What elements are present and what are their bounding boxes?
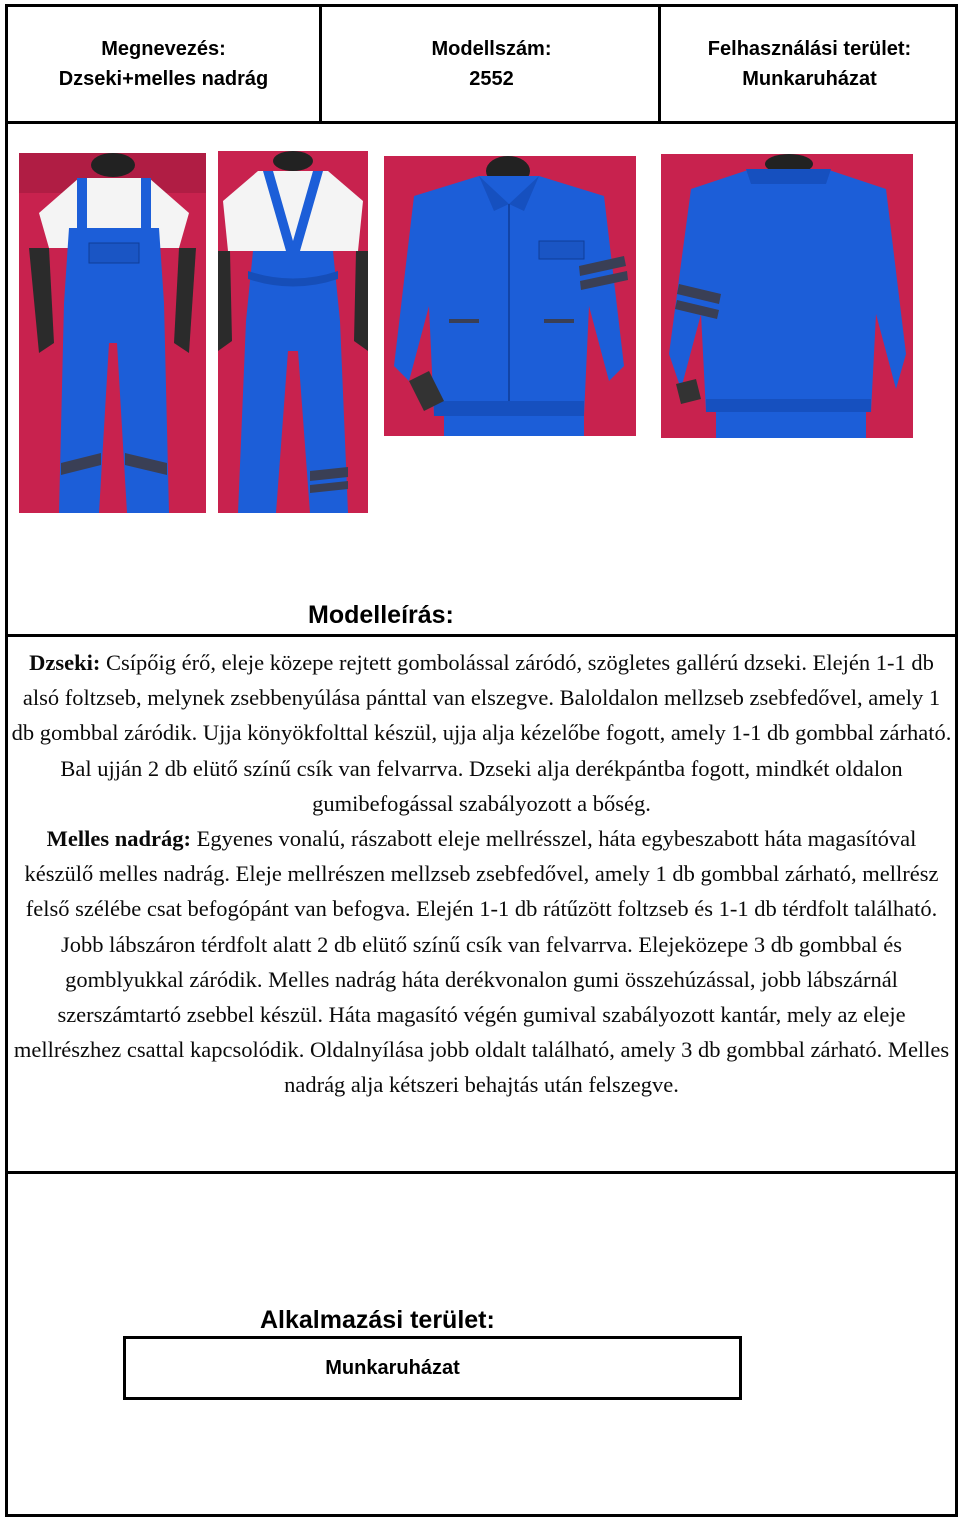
product-photos bbox=[8, 124, 955, 602]
overall-back-photo bbox=[218, 151, 368, 513]
model-number-label: Modellszám: bbox=[431, 38, 552, 60]
jacket-description bbox=[8, 637, 955, 821]
name-label: Megnevezés: bbox=[101, 38, 226, 60]
overall-description bbox=[8, 821, 955, 1103]
jacket-back-photo bbox=[661, 154, 913, 438]
overall-text: Egyenes vonalú, rászabott eleje mellrésszel, háta egybeszabott háta magasítóval készülő melles nadrág. Eleje mellrészen mellzseb zsebfedővel, amely 1 db gombbal zárható, mellrész felső szélébe csat befogópánt van befogva. Elején 1-1 db rátűzött foltzseb és 1-1 db térdfolt található. Jobb lábszáron térdfolt alatt 2 db elütő színű csík van felvarrva. Elejeközepe 3 db gombbal és gomblyukkal záródik. Melles nadrág háta derékvonalon gumi összehúzással, jobb lábszárnál szerszámtartó zsebbel készül. Háta magasító végén gumival szabályozott kantár, mely az eleje mellrészhez csattal kapcsolódik. Oldalnyílása jobb oldalt található, amely 3 db gombbal zárható. Melles nadrág alja kétszeri behajtás után felszegve. bbox=[13, 826, 950, 1098]
header-table bbox=[8, 7, 955, 124]
jacket-label: Dzseki: bbox=[29, 650, 101, 675]
usage-cell bbox=[658, 7, 958, 121]
model-description-title: Modelleírás: bbox=[308, 601, 454, 629]
jacket-front-photo bbox=[384, 156, 636, 436]
model-number-value: 2552 bbox=[469, 68, 514, 90]
usage-value: Munkaruházat bbox=[742, 68, 877, 90]
name-cell bbox=[8, 7, 319, 121]
application-box bbox=[123, 1336, 742, 1400]
jacket-text: Csípőig érő, eleje közepe rejtett gombolással záródó, szögletes gallérú dzseki. Elején 1-1 db alsó foltzseb, melynek zsebbenyúlása pánttal van elszegve. Baloldalon mellzseb zsebfedővel, amely 1 db gombbal záródik. Ujja könyökfolttal készül, ujja alja kézelőbe fogott, amely 1-1 db gombbal zárható. Bal ujján 2 db elütő színű csík van felvarrva. Dzseki alja derékpántba fogott, mindkét oldalon gumibefogással szabályozott a bőség. bbox=[11, 650, 952, 816]
application-value: Munkaruházat bbox=[325, 1356, 460, 1379]
usage-label: Felhasználási terület: bbox=[707, 38, 912, 60]
model-number-cell bbox=[319, 7, 661, 121]
product-sheet bbox=[5, 4, 958, 1517]
application-title: Alkalmazási terület: bbox=[260, 1306, 495, 1334]
model-description-box bbox=[8, 634, 955, 1174]
overall-front-photo bbox=[19, 153, 206, 513]
name-value: Dzseki+melles nadrág bbox=[58, 68, 269, 90]
overall-label: Melles nadrág: bbox=[46, 826, 191, 852]
